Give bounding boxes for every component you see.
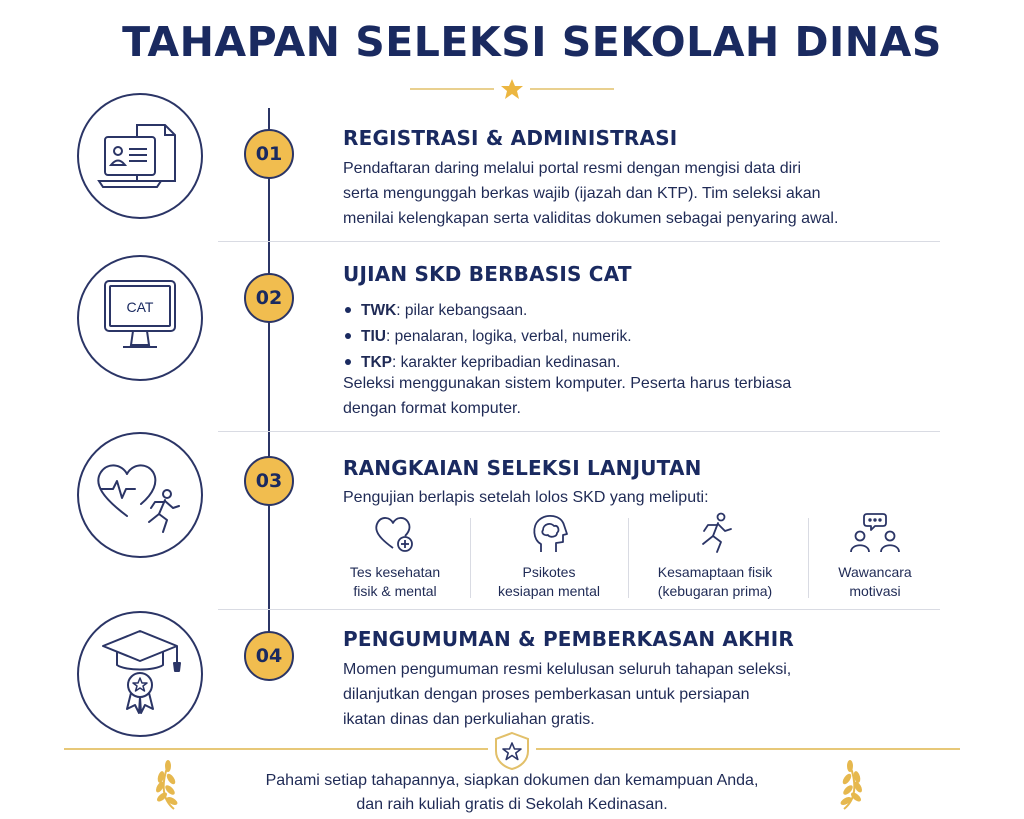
head-brain-icon (525, 512, 573, 554)
step-1-title: REGISTRASI & ADMINISTRASI (343, 126, 678, 150)
step-4-description (343, 657, 923, 732)
sub-item-label (474, 563, 624, 601)
step-3-title: RANGKAIAN SELEKSI LANJUTAN (343, 456, 702, 480)
sub-item-fitness (640, 512, 790, 601)
step-4-line-1: Momen pengumuman resmi kelulusan seluruh tahapan seleksi, (343, 661, 792, 678)
step-2-line-2: dengan format komputer. (343, 400, 521, 417)
sub-item-psychotest (474, 512, 624, 601)
step-1-line-1: Pendaftaran daring melalui portal resmi dengan mengisi data diri (343, 160, 802, 177)
step-3-icon-circle (77, 432, 203, 558)
timeline-line (268, 108, 270, 632)
step-2-line-1: Seleksi menggunakan sistem komputer. Peserta harus terbiasa (343, 375, 792, 392)
cat-label: CAT (126, 299, 154, 315)
bullet-desc: : penalaran, logika, verbal, numerik. (385, 328, 632, 345)
step-4-icon-circle (77, 611, 203, 737)
footer-line-right (536, 748, 960, 750)
runner-icon (691, 512, 739, 554)
graduation-cap-icon (79, 613, 201, 735)
step-4-title: PENGUMUMAN & PEMBERKASAN AKHIR (343, 627, 794, 651)
divider-1 (218, 241, 940, 242)
step-3-sub-items (340, 512, 925, 602)
sub-item-separator (470, 518, 471, 598)
bullet-twk (343, 298, 632, 324)
footer-line-left (64, 748, 488, 750)
sub-item-interview (800, 512, 950, 601)
bullet-term: TWK (361, 302, 397, 319)
divider-2 (218, 431, 940, 432)
step-2-description (343, 371, 923, 421)
footer-line-1: Pahami setiap tahapannya, siapkan dokumen dan kemampuan Anda, (265, 772, 759, 789)
sub-item-label (640, 563, 790, 601)
sub-item-line-1: Tes kesehatan (349, 564, 441, 580)
bullet-term: TKP (361, 354, 392, 371)
step-3-intro: Pengujian berlapis setelah lolos SKD yang meliputi: (343, 489, 709, 506)
sub-item-line-1: Kesamaptaan fisik (657, 564, 773, 580)
sub-item-separator (628, 518, 629, 598)
sub-item-line-2: (kebugaran prima) (657, 583, 773, 599)
sub-item-label (800, 563, 950, 601)
footer-line-2: dan raih kuliah gratis di Sekolah Kedinasan. (356, 796, 668, 813)
sub-item-line-2: motivasi (849, 583, 901, 599)
step-2-bullets (343, 298, 632, 376)
sub-item-label (320, 563, 470, 601)
sub-item-health (320, 512, 470, 601)
step-1-line-3: menilai kelengkapan serta validitas dokumen sebagai penyaring awal. (343, 210, 839, 227)
step-4-number: 04 (244, 631, 294, 681)
sub-item-line-2: kesiapan mental (498, 583, 600, 599)
sub-item-line-1: Psikotes (522, 564, 576, 580)
heart-plus-icon (371, 512, 419, 554)
footer-message (0, 769, 1024, 817)
step-3-number: 03 (244, 456, 294, 506)
heart-runner-icon (79, 434, 201, 556)
bullet-term: TIU (361, 328, 386, 345)
bullet-desc: : karakter kepribadian kedinasan. (392, 354, 621, 371)
step-2-title: UJIAN SKD BERBASIS CAT (343, 262, 632, 286)
step-1-line-2: serta mengunggah berkas wajib (ijazah dan KTP). Tim seleksi akan (343, 185, 821, 202)
step-1-icon-circle (77, 93, 203, 219)
shield-star-icon (490, 731, 534, 771)
sub-item-line-1: Wawancara (838, 564, 912, 580)
interview-icon (849, 512, 901, 554)
bullet-tiu (343, 324, 632, 350)
page-title: TAHAPAN SELEKSI SEKOLAH DINAS (122, 18, 942, 66)
step-4-line-2: dilanjutkan dengan proses pemberkasan untuk persiapan (343, 686, 750, 703)
sub-item-line-2: fisik & mental (353, 583, 437, 599)
step-1-number: 01 (244, 129, 294, 179)
cat-monitor-icon (79, 257, 201, 379)
bullet-desc: : pilar kebangsaan. (396, 302, 528, 319)
divider-3 (218, 609, 940, 610)
step-2-number: 02 (244, 273, 294, 323)
step-1-description (343, 156, 923, 231)
laptop-document-icon (79, 95, 201, 217)
step-4-line-3: ikatan dinas dan perkuliahan gratis. (343, 711, 595, 728)
star-icon (501, 79, 523, 99)
step-2-icon-circle (77, 255, 203, 381)
